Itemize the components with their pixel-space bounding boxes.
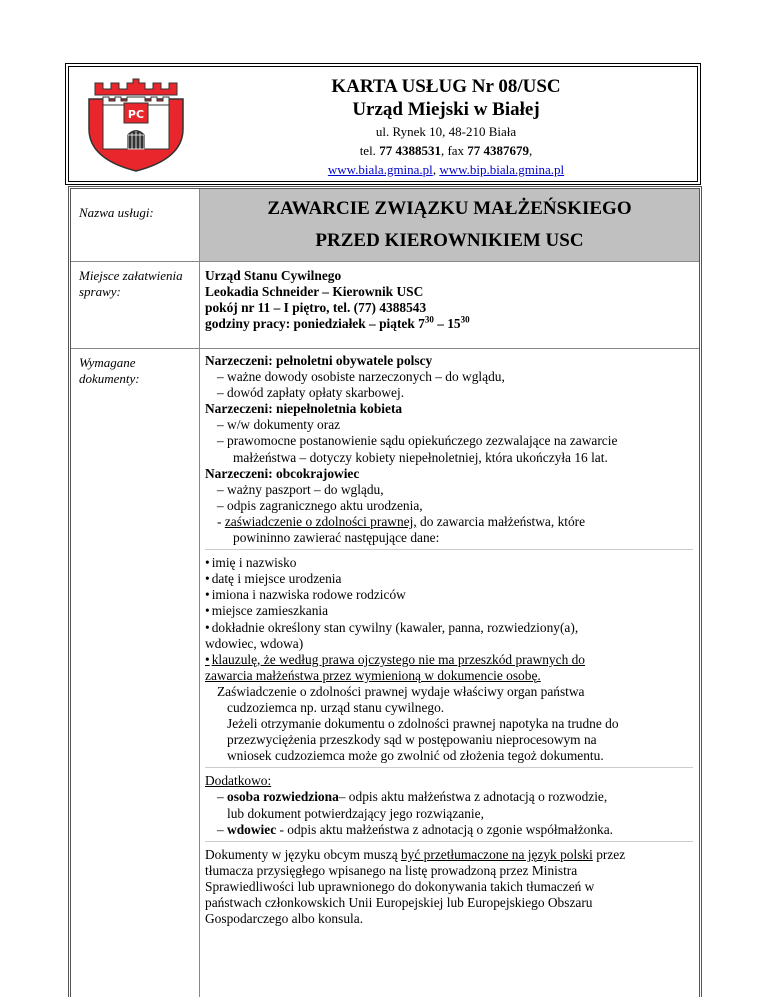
service-row — [71, 189, 699, 262]
documents-content: Narzeczeni: pełnoletni obywatele polscy – ważne dowody osobiste narzeczonych – do wglądu, – dowód zapłaty opłaty skarbowej. Narzeczeni: niepełnoletnia kobieta – w/w dokumenty oraz – prawomocne postanowienie sądu opiekuńczego zezwalające na zawarcie małżeństwa – dotyczy kobiety niepełnoletniej, która ukończyła 16 lat. Narzeczeni: obcokrajowiec – ważny paszport – do wglądu, – odpis zagranicznego aktu urodzenia, - zaświadczenie o zdolności prawnej, do zawarcia małżeństwa, które powininno zawierać następujące dane: • imię i nazwisko • datę i miejsce urodzenia • imiona i nazwiska rodowe rodziców • miejsce zamieszkania • dokładnie określony stan cywilny (kawaler, panna, rozwiedziony(a), wdowiec, wdowa) • klauzulę, że według prawa ojczystego nie ma przeszkód prawnych do zawarcia małżeństwa przez wymienioną w dokumencie osobę. Zaświadczenie o zdolności prawnej wydaje właściwy organ państwa cudzoziemca np. urząd stanu cywilnego. Jeżeli otrzymanie dokumentu o zdolności prawnej napotyka na trudne do przezwyciężenia przeszkody sąd w postępowaniu nieprocesowym na wniosek cudzoziemca może go zwolnić od złożenia tegoż dokumentu. Dodatkowo: – osoba rozwiedziona– odpis aktu małżeństwa z adnotacją o rozwodzie, lub dokument potwierdzający jego rozwiązanie, – wdowiec - odpis aktu małżeństwa z adnotacją o zgonie współmałżonka. Dokumenty w języku obcym muszą być przetłumaczone na język polski przez tłumacza przysięgłego wpisanego na listę prowadzoną przez Ministra Sprawiedliwości lub uprawnionego do dokonywania takich tłumaczeń w państwach członkowskich Unii Europejskiej lub Europejskiego Obszaru Gospodarczego albo konsula. — [205, 353, 693, 927]
list-item: • dokładnie określony stan cywilny (kawaler, panna, rozwiedziony(a), — [205, 620, 693, 636]
place-label: Miejsce załatwienia sprawy: — [79, 268, 183, 299]
office-name: Urząd Miejski w Białej — [352, 99, 540, 120]
service-label: Nazwa usługi: — [79, 205, 154, 220]
column-divider — [199, 189, 200, 997]
list-item: • imię i nazwisko — [205, 555, 693, 571]
documents-row — [71, 349, 699, 999]
website-link[interactable]: www.biala.gmina.pl — [327, 162, 433, 177]
office-address: ul. Rynek 10, 48-210 Biała — [375, 124, 517, 139]
service-table — [68, 186, 702, 997]
town-crest-logo — [81, 77, 191, 173]
list-item: • datę i miejsce urodzenia — [205, 571, 693, 587]
office-phone: tel. 77 4388531, fax 77 4387679, — [359, 143, 533, 158]
office-websites: www.biala.gmina.pl, www.bip.biala.gmina.pl — [327, 162, 565, 177]
service-title: ZAWARCIE ZWIĄZKU MAŁŻEŃSKIEGO PRZED KIEROWNIKIEM USC — [200, 189, 699, 261]
card-title: KARTA USŁUG Nr 08/USC — [331, 76, 561, 97]
list-item: • miejsce zamieszkania — [205, 603, 693, 619]
list-item: • klauzulę, że według prawa ojczystego nie ma przeszkód prawnych do — [205, 652, 693, 668]
documents-label: Wymagane dokumenty: — [79, 355, 140, 386]
header-box — [68, 66, 698, 182]
svg-text:PC: PC — [127, 108, 145, 121]
place-row — [71, 262, 699, 349]
place-content: Urząd Stanu Cywilnego Leokadia Schneider – Kierownik USC pokój nr 11 – I piętro, tel. (77) 4388543 godziny pracy: poniedziałek – piątek $7^{30} - 15^{30}$ — [205, 268, 693, 332]
list-item: • imiona i nazwiska rodowe rodziców — [205, 587, 693, 603]
office-hours: godziny pracy: poniedziałek – piątek $7^{30} - 15^{30}$ — [205, 314, 470, 332]
bip-link[interactable]: www.bip.biala.gmina.pl — [439, 162, 565, 177]
